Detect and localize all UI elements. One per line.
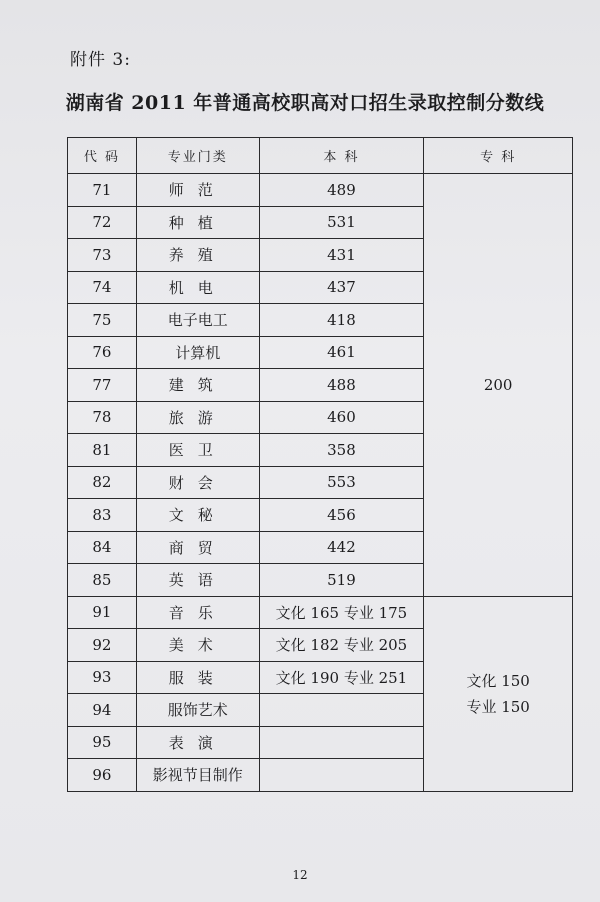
cell-code: 75 [68, 304, 137, 337]
cell-code: 94 [68, 694, 137, 727]
cell-category: 商贸 [136, 531, 259, 564]
cell-category: 师范 [136, 174, 259, 207]
cell-category: 服装 [136, 661, 259, 694]
cell-undergrad-score: 488 [259, 369, 424, 402]
cell-category: 服饰艺术 [136, 694, 259, 727]
cell-college-score-group2 [424, 596, 573, 791]
cell-undergrad-score: 489 [259, 174, 424, 207]
cell-code: 91 [68, 596, 137, 629]
cell-category: 音乐 [136, 596, 259, 629]
page-number: 12 [292, 868, 308, 882]
cell-code: 78 [68, 401, 137, 434]
cell-undergrad-score: 531 [259, 206, 424, 239]
cell-category: 美术 [136, 629, 259, 662]
cell-code: 77 [68, 369, 137, 402]
cell-code: 76 [68, 336, 137, 369]
cell-code: 84 [68, 531, 137, 564]
cell-undergrad-score: 431 [259, 239, 424, 272]
cell-undergrad-score: 519 [259, 564, 424, 597]
cell-category: 旅游 [136, 401, 259, 434]
college-group2-major: 专业 150 [466, 697, 530, 716]
attachment-label: 附件 3: [70, 50, 131, 70]
cell-category: 财会 [136, 466, 259, 499]
cell-code: 74 [68, 271, 137, 304]
cell-category: 计算机 [136, 336, 259, 369]
cell-category: 电子电工 [136, 304, 259, 337]
cell-category: 养殖 [136, 239, 259, 272]
cell-undergrad-score [259, 726, 424, 759]
cell-category: 影视节目制作 [136, 759, 259, 792]
cell-code: 93 [68, 661, 137, 694]
cell-code: 95 [68, 726, 137, 759]
table-header-row [68, 138, 573, 174]
cell-undergrad-score: 418 [259, 304, 424, 337]
cell-code: 96 [68, 759, 137, 792]
cell-code: 92 [68, 629, 137, 662]
cell-code: 81 [68, 434, 137, 467]
cell-undergrad-score [259, 694, 424, 727]
cell-undergrad-score: 442 [259, 531, 424, 564]
header-code: 代 码 [68, 138, 137, 174]
cell-category: 英语 [136, 564, 259, 597]
table-row [68, 174, 573, 207]
cell-category: 医卫 [136, 434, 259, 467]
header-undergrad: 本 科 [259, 138, 424, 174]
cell-code: 73 [68, 239, 137, 272]
header-category: 专业门类 [136, 138, 259, 174]
cell-undergrad-score: 文化 182 专业 205 [259, 629, 424, 662]
cell-college-score-group1: 200 [424, 174, 573, 597]
document-title: 湖南省 2011 年普通高校职高对口招生录取控制分数线 [65, 92, 545, 114]
cell-code: 85 [68, 564, 137, 597]
cell-undergrad-score: 461 [259, 336, 424, 369]
cell-category: 文秘 [136, 499, 259, 532]
table-row [68, 596, 573, 629]
table-body [68, 174, 573, 792]
cell-code: 83 [68, 499, 137, 532]
cell-undergrad-score [259, 759, 424, 792]
cell-category: 机电 [136, 271, 259, 304]
college-group2-culture: 文化 150 [466, 671, 530, 690]
cell-undergrad-score: 460 [259, 401, 424, 434]
cell-category: 建筑 [136, 369, 259, 402]
cell-undergrad-score: 文化 165 专业 175 [259, 596, 424, 629]
cell-undergrad-score: 553 [259, 466, 424, 499]
cell-undergrad-score: 456 [259, 499, 424, 532]
cell-category: 表演 [136, 726, 259, 759]
cell-category: 种植 [136, 206, 259, 239]
cell-code: 71 [68, 174, 137, 207]
score-table [67, 137, 573, 792]
header-college: 专 科 [424, 138, 573, 174]
cell-undergrad-score: 358 [259, 434, 424, 467]
cell-code: 72 [68, 206, 137, 239]
cell-undergrad-score: 437 [259, 271, 424, 304]
cell-undergrad-score: 文化 190 专业 251 [259, 661, 424, 694]
cell-code: 82 [68, 466, 137, 499]
